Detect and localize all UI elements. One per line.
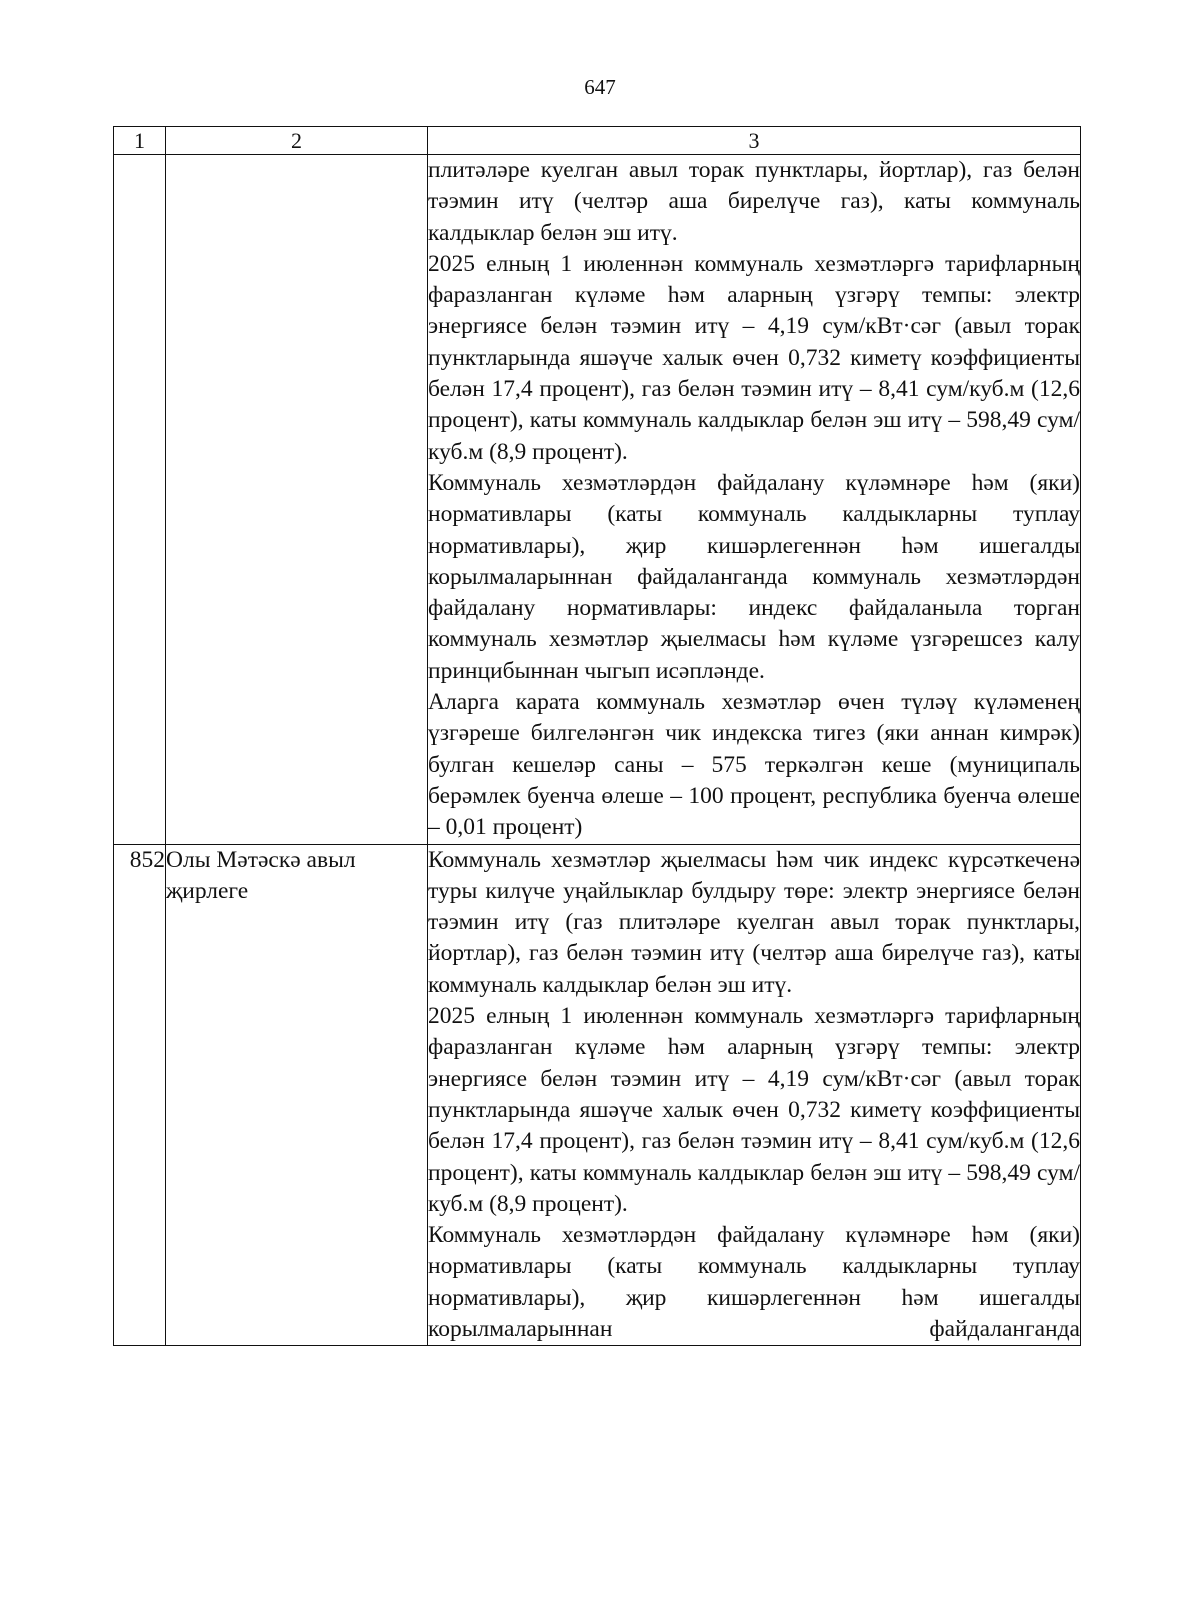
column-header-2: 2 <box>166 127 428 155</box>
settlement-name-line: җирлеге <box>166 877 249 904</box>
description-cell <box>428 155 1081 845</box>
paragraph: Коммуналь хезмәтләрдән файдалану күләмнәре һәм (яки) нормативлары (каты коммуналь калдыкларны туплау нормативлары), җир кишәрлегеннән һәм ишегалды корылмаларыннан файдаланганда <box>428 1222 1080 1342</box>
row-number-cell: 852 <box>114 844 166 1346</box>
paragraph: Коммуналь хезмәтләрдән файдалану күләмнәре һәм (яки) нормативлары (каты коммуналь калдыкларны туплау нормативлары), җир кишәрлегеннән һәм ишегалды корылмаларыннан файдаланганда коммуналь хезмәтләрдән файдалану нормативлары: индекс файдаланыла торган коммуналь хезмәтләр җыелмасы һәм күләме үзгәрешсез калу принцибыннан чыгып исәпләнде. <box>428 469 1080 684</box>
settlement-name-cell <box>166 155 428 845</box>
column-header-1: 1 <box>114 127 166 155</box>
paragraph: 2025 елның 1 июленнән коммуналь хезмәтләргә тарифларның фаразланган күләме һәм аларның үзгәрү темпы: электр энергиясе белән тәэмин итү – 4,19 сум/кВт·сәг (авыл торак пунктларында яшәүче халык өчен 0,732 киметү коэффициенты белән 17,4 процент), газ белән тәэмин итү – 8,41 сум/куб.м (12,6 процент), каты коммуналь калдыклар белән эш итү – 598,49 сум/куб.м (8,9 процент). <box>428 250 1080 465</box>
table-row <box>114 844 1081 1346</box>
paragraph: Аларга карата коммуналь хезмәтләр өчен түләү күләменең үзгәреше билгеләнгән чик индекска тигез (яки аннан кимрәк) булган кешеләр саны – 575 теркәлгән кеше (муниципаль берәмлек буенча өлеше – 100 процент, республика буенча өлеше – 0,01 процент) <box>428 689 1080 841</box>
paragraph: Коммуналь хезмәтләр җыелмасы һәм чик индекс күрсәткеченә туры килүче уңайлыклар булдыру төре: электр энергиясе белән тәэмин итү (газ плитәләре куелган авыл торак пунктлары, йортлар), газ белән тәэмин итү (челтәр аша бирелүче газ), каты коммуналь калдыклар белән эш итү. <box>428 846 1080 998</box>
row-number-cell <box>114 155 166 845</box>
table-row <box>114 155 1081 845</box>
settlement-name-cell <box>166 844 428 1346</box>
paragraph: 2025 елның 1 июленнән коммуналь хезмәтләргә тарифларның фаразланган күләме һәм аларның үзгәрү темпы: электр энергиясе белән тәэмин итү – 4,19 сум/кВт·сәг (авыл торак пунктларында яшәүче халык өчен 0,732 киметү коэффициенты белән 17,4 процент), газ белән тәэмин итү – 8,41 сум/куб.м (12,6 процент), каты коммуналь калдыклар белән эш итү – 598,49 сум/куб.м (8,9 процент). <box>428 1003 1080 1217</box>
description-cell <box>428 844 1081 1346</box>
table-header-row <box>114 127 1081 155</box>
page-number: 647 <box>584 75 616 99</box>
settlement-name-line: Олы Мәтәскә авыл <box>166 846 356 873</box>
column-header-3: 3 <box>428 127 1081 155</box>
paragraph: плитәләре куелган авыл торак пунктлары, йортлар), газ белән тәэмин итү (челтәр аша бирелүче газ), каты коммуналь калдыклар белән эш итү. <box>428 157 1080 246</box>
document-table <box>113 126 1081 1346</box>
